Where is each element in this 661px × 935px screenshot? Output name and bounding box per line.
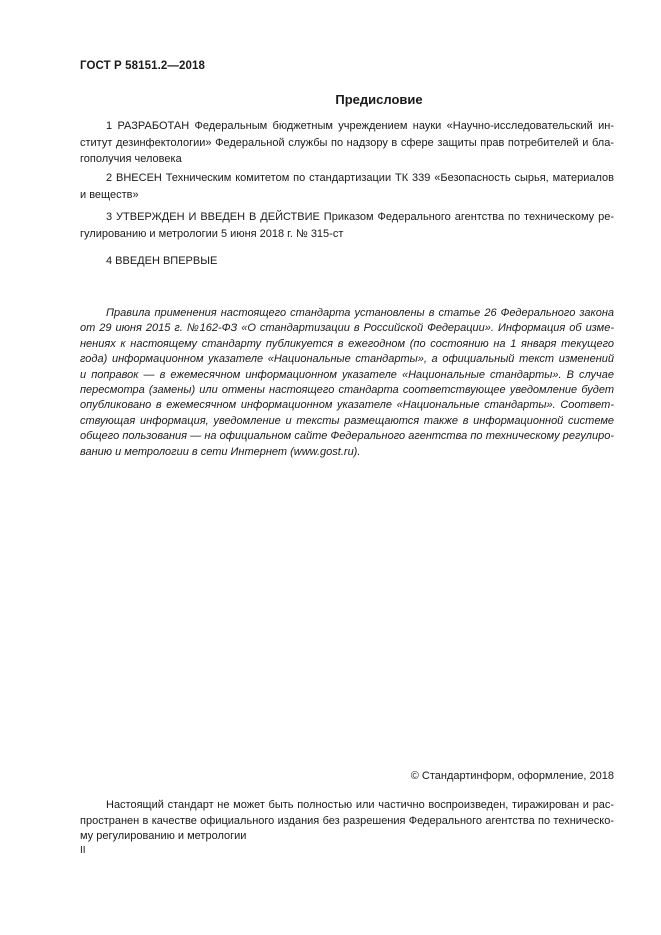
text-line: ванию и метрологии в сети Интернет (www.gost.ru). (80, 445, 361, 458)
text-line: гополучия человека (80, 153, 182, 165)
text-line: от 29 июня 2015 г. №162-ФЗ «О стандартизации в Российской Федерации». Информация об изме- (80, 322, 614, 335)
foreword-item-3 (80, 209, 614, 242)
text-line: 3 УТВЕРЖДЕН И ВВЕДЕН В ДЕЙСТВИЕ Приказом Федерального агентства по техническому ре- (106, 211, 614, 223)
text-line: 4 ВВЕДЕН ВПЕРВЫЕ (106, 255, 218, 267)
text-line: года) информационном указателе «Национальные стандарты», а официальный текст изменений (80, 353, 614, 366)
text-line: и поправок — в ежемесячном информационном указателе «Национальные стандарты». В случае (80, 368, 614, 381)
text-line: ствующая информация, уведомление и тексты размещаются также в информационной системе (80, 414, 614, 427)
foreword-item-4 (80, 253, 614, 270)
reproduction-notice (80, 798, 614, 845)
text-line: общего пользования — на официальном сайте Федерального агентства по техническому регулиро- (80, 430, 614, 443)
text-line: пересмотра (замены) или отмены настоящего стандарта соответствующее уведомление будет (80, 384, 614, 397)
text-line: и веществ» (80, 188, 139, 201)
text-line: му регулированию и метрологии (80, 830, 247, 842)
foreword-item-1 (80, 118, 614, 168)
text-line: опубликовано в ежемесячном информационном указателе «Национальные стандарты». Соответ- (80, 399, 614, 412)
text-line: Настоящий стандарт не может быть полностью или частично воспроизведен, тиражирован и рас- (106, 799, 614, 811)
application-rules-notice (80, 306, 614, 460)
text-line: ститут дезинфектологии» Федеральной службы по надзору в сфере защиты прав потребителей и бла- (80, 136, 614, 149)
text-line: Правила применения настоящего стандарта установлены в статье 26 Федерального закона (106, 307, 614, 319)
document-code: ГОСТ Р 58151.2—2018 (80, 60, 205, 72)
foreword-item-2 (80, 170, 614, 203)
text-line: нениях к настоящему стандарту публикуется в ежегодном (по состоянию на 1 января текущего (80, 337, 614, 350)
text-line: пространен в качестве официального издания без разрешения Федерального агентства по техническо- (80, 814, 614, 827)
text-line: 1 РАЗРАБОТАН Федеральным бюджетным учреждением науки «Научно-исследовательский ин- (106, 120, 614, 132)
text-line: 2 ВНЕСЕН Техническим комитетом по стандартизации ТК 339 «Безопасность сырья, материалов (106, 172, 614, 184)
copyright-notice: © Стандартинформ, оформление, 2018 (410, 770, 614, 782)
page-number: II (80, 845, 86, 856)
text-line: гулированию и метрологии 5 июня 2018 г. № 315-ст (80, 227, 344, 240)
page-title: Предисловие (335, 92, 423, 107)
